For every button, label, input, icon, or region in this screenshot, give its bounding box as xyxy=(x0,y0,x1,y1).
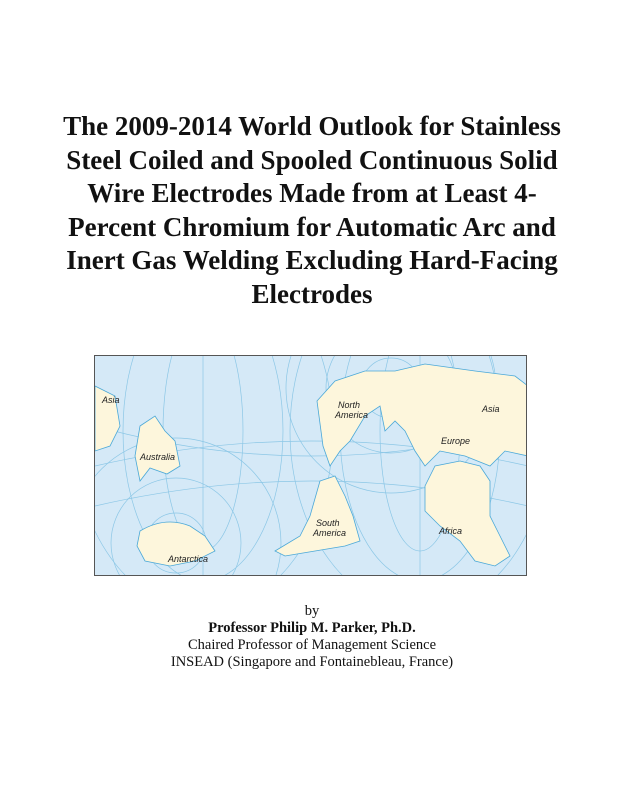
map-label-south-america: South America xyxy=(313,518,347,538)
title-line: Inert Gas Welding Excluding Hard-Facing xyxy=(66,245,558,276)
author-name: Professor Philip M. Parker, Ph.D. xyxy=(208,620,416,636)
title-line: Steel Coiled and Spooled Continuous Solid xyxy=(66,144,558,175)
map-label-north-america: North America xyxy=(335,400,369,420)
by-label: by xyxy=(304,603,320,619)
title-line: Percent Chromium for Automatic Arc and xyxy=(68,211,556,242)
title-line: The 2009-2014 World Outlook for Stainless xyxy=(63,111,561,141)
map-land xyxy=(95,364,527,566)
map-label-asia-right: Asia xyxy=(482,404,500,414)
title-line: Electrodes xyxy=(251,278,373,309)
author-position: Chaired Professor of Management Science xyxy=(187,637,437,653)
map-label-asia-left: Asia xyxy=(102,395,120,405)
book-title xyxy=(40,110,584,312)
world-map-image xyxy=(94,355,527,576)
author-institution: INSEAD (Singapore and Fontainebleau, France) xyxy=(170,654,454,670)
byline xyxy=(0,603,624,671)
title-line: Wire Electrodes Made from at Least 4- xyxy=(87,178,537,209)
map-label-australia: Australia xyxy=(140,452,176,462)
map-label-antarctica: Antarctica xyxy=(168,554,209,564)
map-label-africa: Africa xyxy=(439,526,463,536)
map-label-europe: Europe xyxy=(441,436,471,446)
